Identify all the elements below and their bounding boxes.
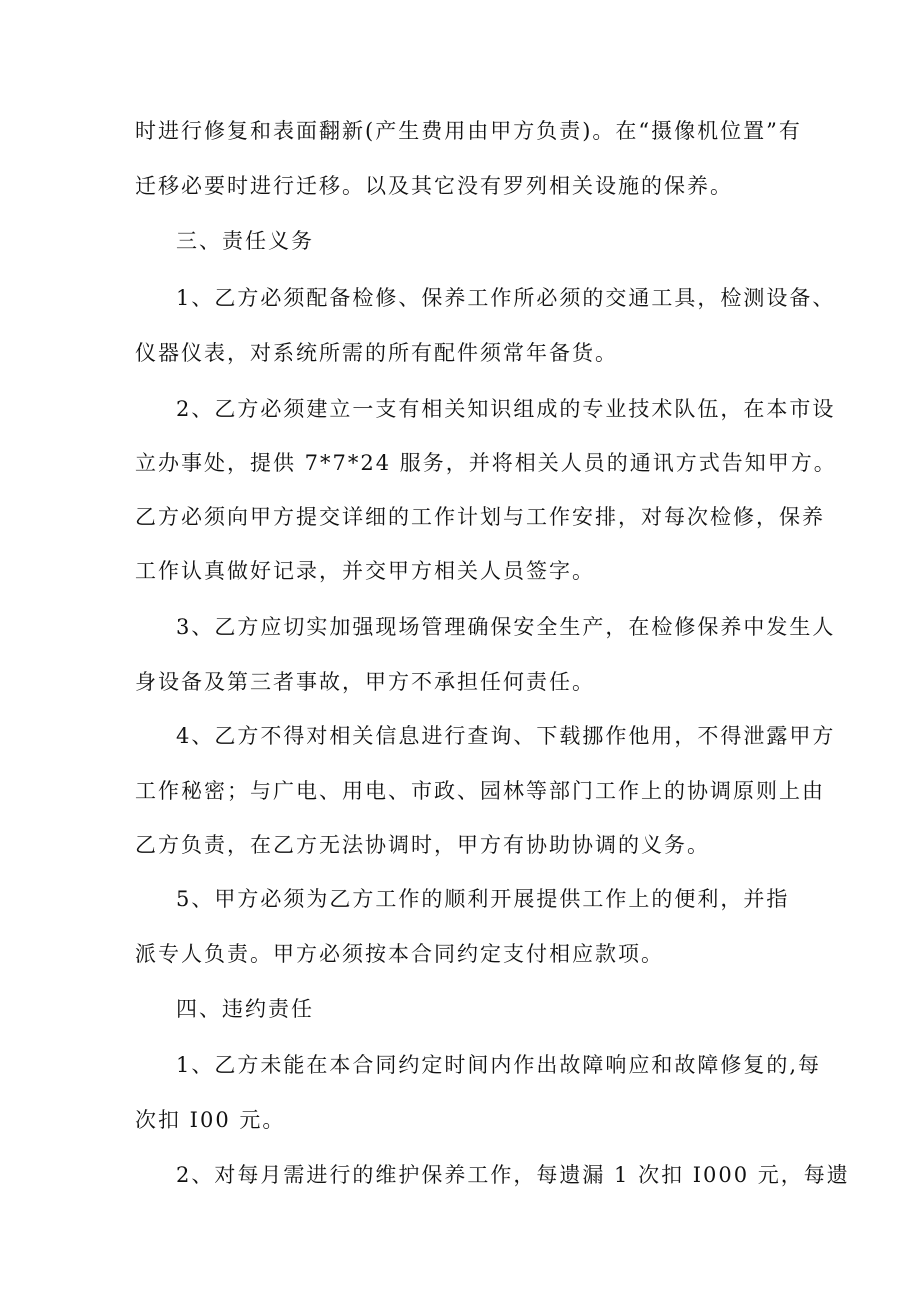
text-line: 立办事处，提供 7*7*24 服务，并将相关人员的通讯方式告知甲方。 (135, 451, 837, 475)
text-line: 派专人负责。甲方必须按本合同约定支付相应款项。 (135, 942, 664, 966)
text-line: 3、乙方应切实加强现场管理确保安全生产，在检修保养中发生人 (176, 615, 836, 639)
section-heading: 四、违约责任 (176, 997, 314, 1021)
text-line: 时进行修复和表面翻新(产生费用由甲方负责)。在“摄像机位置”有 (135, 119, 802, 143)
text-line: 工作秘密；与广电、用电、市政、园林等部门工作上的协调原则上由 (135, 779, 825, 803)
text-line: 乙方负责，在乙方无法协调时，甲方有协助协调的义务。 (135, 833, 710, 857)
text-line: 次扣 I00 元。 (135, 1108, 286, 1132)
text-line: 乙方必须向甲方提交详细的工作计划与工作安排，对每次检修，保养 (135, 505, 825, 529)
text-line: 仪器仪表，对系统所需的所有配件须常年备货。 (135, 341, 618, 365)
text-line: 1、乙方必须配备检修、保养工作所必须的交通工具，检测设备、 (176, 286, 836, 310)
text-line: 身设备及第三者事故，甲方不承担任何责任。 (135, 670, 595, 694)
text-line: 5、甲方必须为乙方工作的顺利开展提供工作上的便利，并指 (176, 887, 790, 911)
text-line: 2、乙方必须建立一支有相关知识组成的专业技术队伍，在本市设 (176, 397, 836, 421)
text-line: 1、乙方未能在本合同约定时间内作出故障响应和故障修复的,每 (176, 1053, 822, 1077)
text-line: 迁移必要时进行迁移。以及其它没有罗列相关设施的保养。 (135, 174, 733, 198)
section-heading: 三、责任义务 (176, 229, 314, 253)
text-line: 2、对每月需进行的维护保养工作，每遗漏 1 次扣 I000 元，每遗 (176, 1163, 850, 1187)
text-line: 工作认真做好记录，并交甲方相关人员签字。 (135, 559, 595, 583)
text-line: 4、乙方不得对相关信息进行查询、下载挪作他用，不得泄露甲方 (176, 724, 836, 748)
